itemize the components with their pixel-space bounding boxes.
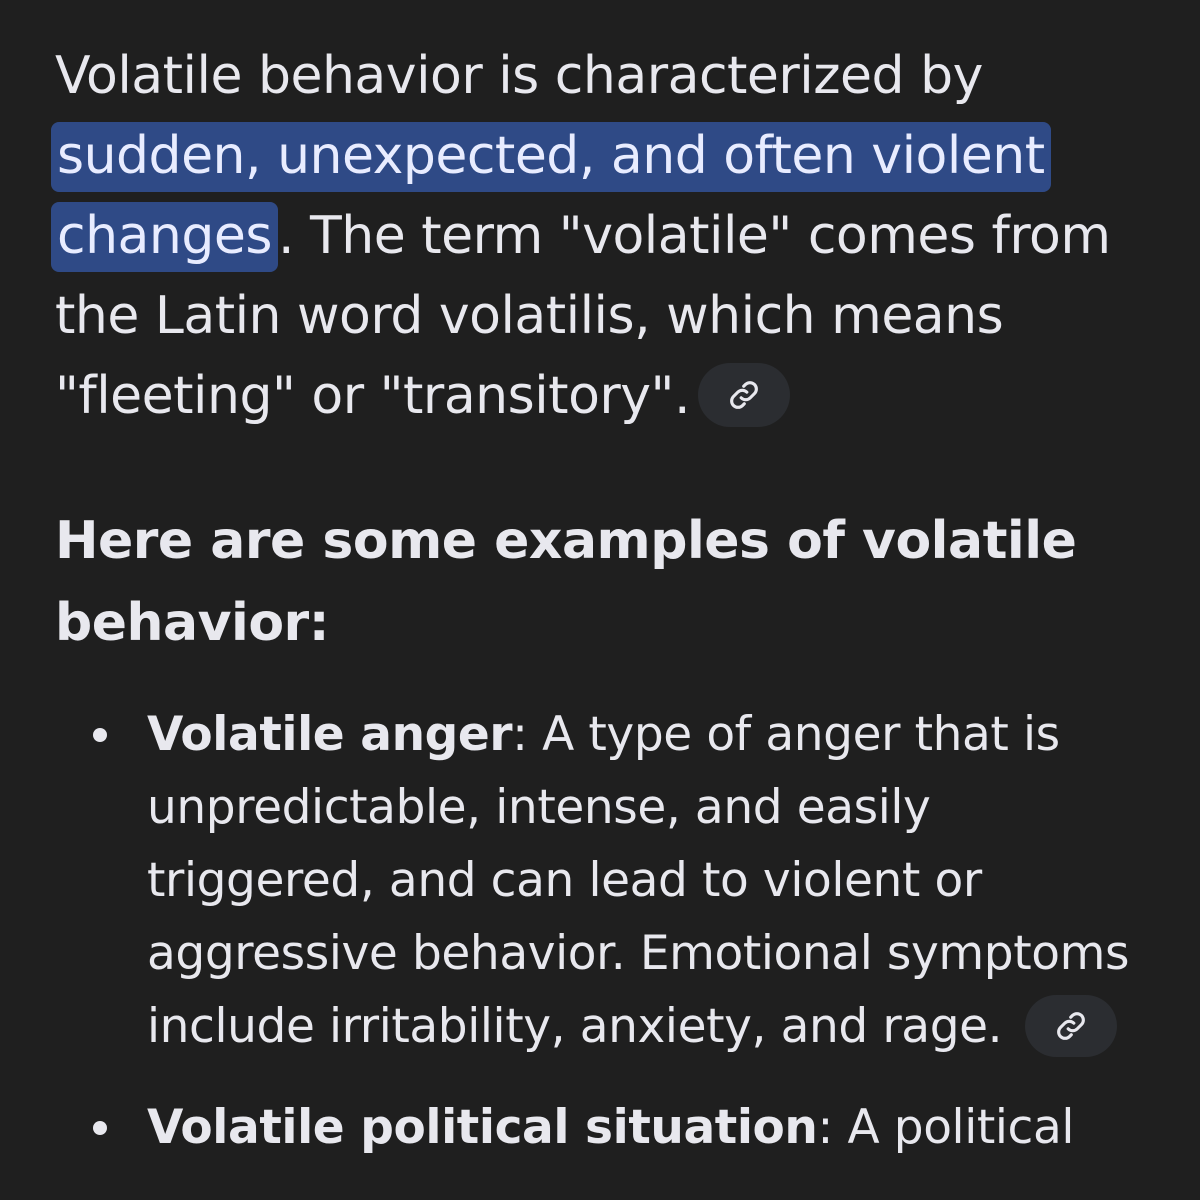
intro-text-after: . The term "volatile" comes from the Latin word volatilis, which means "fleeting" or "transitory". bbox=[55, 206, 1111, 426]
examples-heading: Here are some examples of volatile behavior: bbox=[55, 511, 1077, 653]
source-link-chip[interactable] bbox=[1025, 995, 1117, 1057]
intro-text-before: Volatile behavior is characterized by bbox=[55, 46, 983, 106]
example-term: Volatile political situation bbox=[147, 1100, 818, 1155]
bullet-dot bbox=[93, 1121, 107, 1135]
example-separator: : bbox=[817, 1100, 833, 1155]
example-description: A type of anger that is unpredictable, intense, and easily triggered, and can lead to violent or aggressive behavior. Emotional symptoms include irritability, anxiety, and rage. bbox=[147, 707, 1130, 1054]
examples-list bbox=[55, 698, 1155, 1164]
bullet-dot bbox=[93, 728, 107, 742]
source-link-chip[interactable] bbox=[698, 363, 790, 427]
list-item bbox=[147, 698, 1155, 1063]
example-separator: : bbox=[512, 707, 528, 762]
highlighted-phrase[interactable]: sudden, unexpected, and often violent changes bbox=[51, 122, 1051, 272]
link-icon bbox=[727, 378, 761, 412]
example-term: Volatile anger bbox=[147, 707, 513, 762]
example-description: A political bbox=[832, 1100, 1075, 1155]
link-icon bbox=[1054, 1009, 1088, 1043]
response-content bbox=[55, 36, 1155, 1192]
intro-paragraph bbox=[55, 36, 1155, 436]
list-item bbox=[147, 1091, 1155, 1164]
